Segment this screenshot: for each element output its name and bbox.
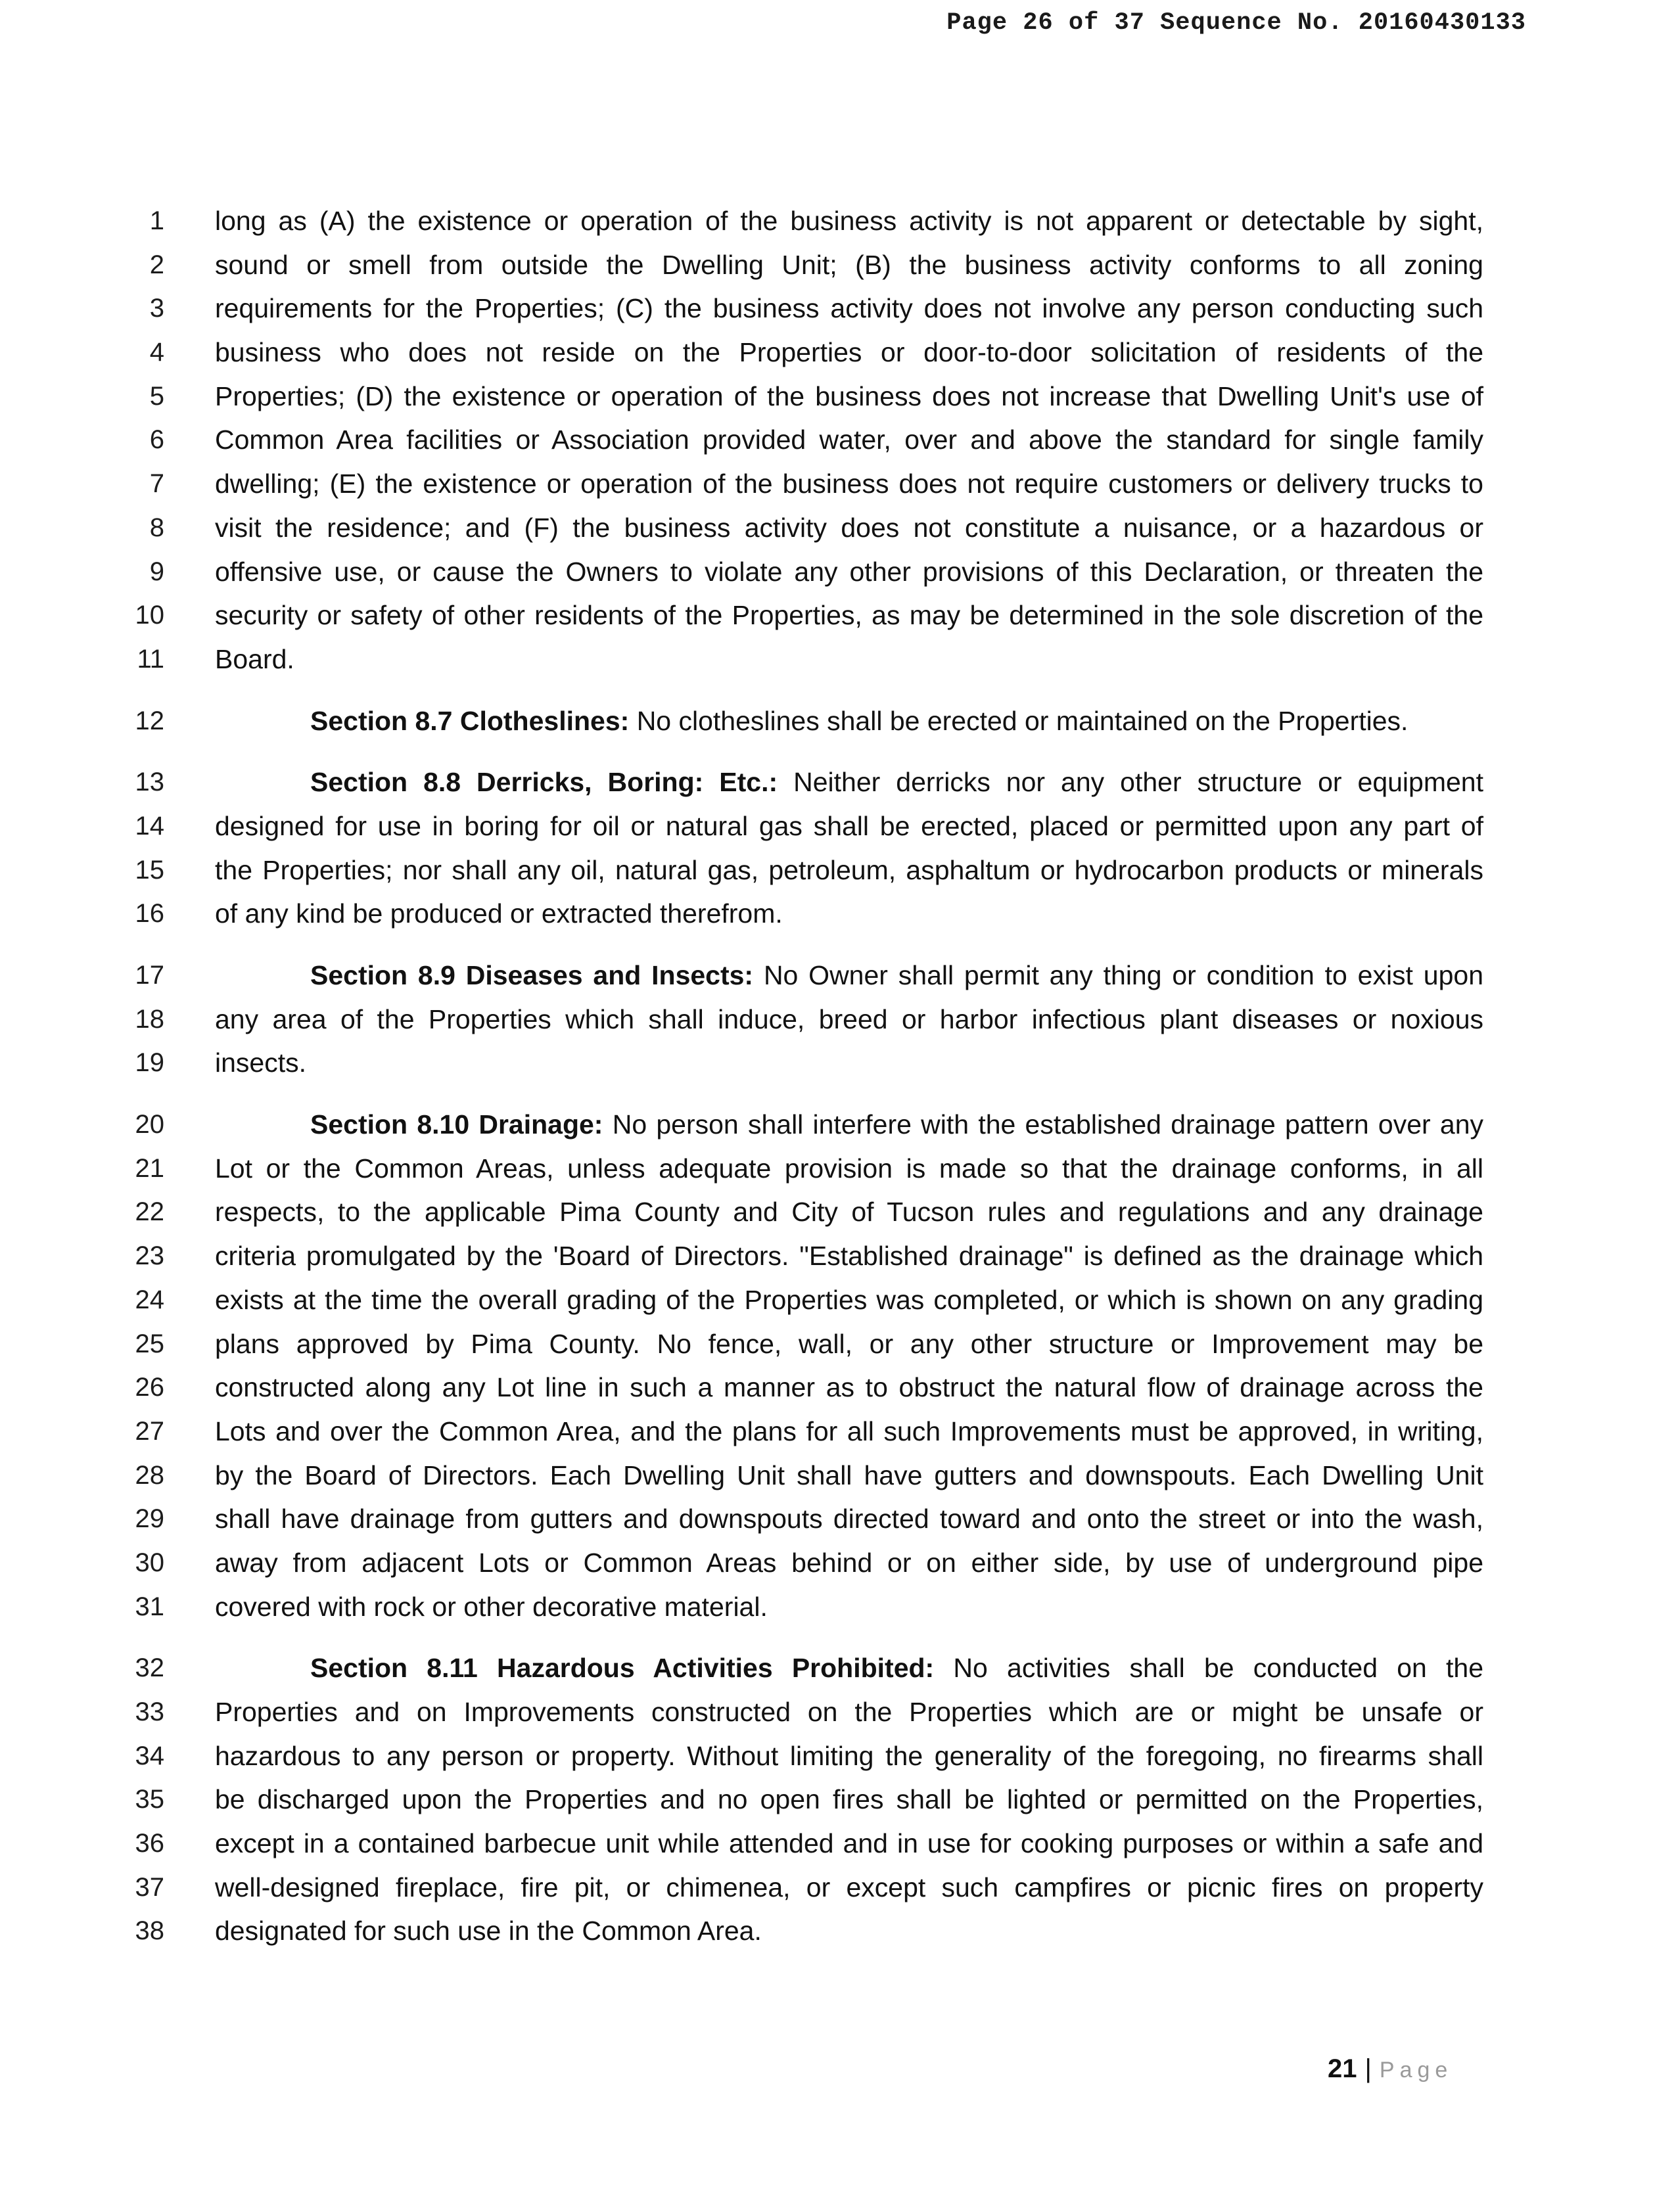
text-line [118,1284,1492,1328]
line-number: 7 [149,469,164,499]
line-text: sound or smell from outside the Dwelling Unit; (B) the business activity conforms to all zoning [215,249,1483,280]
text-line [118,1503,1492,1547]
line-text: designed for use in boring for oil or natural gas shall be erected, placed or permitted upon any part of [215,810,1483,841]
line-number: 34 [135,1741,164,1770]
text-line [118,1328,1492,1372]
text-line [118,705,1492,749]
line-number: 28 [135,1460,164,1490]
line-number: 36 [135,1829,164,1858]
line-text: Lot or the Common Areas, unless adequate provision is made so that the drainage conforms, in all [215,1153,1483,1184]
text-line [118,1591,1492,1635]
line-number: 22 [135,1197,164,1227]
line-number: 38 [135,1916,164,1946]
continuation-paragraph [118,205,1492,687]
text-line [118,1784,1492,1828]
line-text [215,705,1483,737]
line-number: 13 [135,768,164,797]
line-text: criteria promulgated by the 'Board of Directors. "Established drainage" is defined as the drainage which [215,1241,1483,1272]
line-number: 17 [135,961,164,990]
section-heading: Section 8.10 Drainage: [310,1109,603,1140]
text-line [118,336,1492,380]
line-number: 37 [135,1872,164,1902]
text-line [118,1240,1492,1284]
section-paragraph [118,766,1492,942]
line-number: 24 [135,1285,164,1314]
line-text: plans approved by Pima County. No fence, wall, or any other structure or Improvement may be [215,1328,1483,1359]
line-text: the Properties; nor shall any oil, natural gas, petroleum, asphaltum or hydrocarbon products or minerals [215,854,1483,885]
line-text: hazardous to any person or property. Without limiting the generality of the foregoing, no firearms shall [215,1740,1483,1771]
page-number: 21 [1328,2054,1357,2083]
section-body-text: No person shall interfere with the established drainage pattern over any [612,1109,1483,1140]
text-line [118,1872,1492,1916]
text-line [118,1915,1492,1959]
line-number: 33 [135,1697,164,1726]
line-number: 6 [149,425,164,455]
line-text: long as (A) the existence or operation of the business activity is not apparent or detectable by sight, [215,206,1483,236]
section-heading: Section 8.7 Clotheslines: [310,705,630,736]
line-number: 26 [135,1373,164,1402]
text-line [118,512,1492,556]
line-number: 27 [135,1416,164,1446]
line-number: 23 [135,1241,164,1271]
text-line [118,1740,1492,1784]
line-number: 19 [135,1048,164,1078]
text-line [118,898,1492,942]
line-text: Properties and on Improvements constructed on the Properties which are or might be unsafe or [215,1697,1483,1727]
sequence-header: Page 26 of 37 Sequence No. 20160430133 [946,9,1526,37]
line-text: insects. [215,1048,306,1078]
section-paragraph [118,1109,1492,1634]
footer-separator: | [1364,2054,1372,2083]
line-text: designated for such use in the Common Area. [215,1916,762,1947]
section-body-text: No clotheslines shall be erected or maintained on the Properties. [636,705,1408,736]
line-number: 9 [149,557,164,586]
page-label: Page [1379,2058,1453,2083]
line-text: respects, to the applicable Pima County and City of Tucson rules and regulations and any drainage [215,1197,1483,1228]
line-text: offensive use, or cause the Owners to violate any other provisions of this Declaration, or threaten the [215,556,1483,587]
line-number: 32 [135,1653,164,1683]
section-paragraph [118,1652,1492,1959]
line-text: visit the residence; and (F) the business activity does not constitute a nuisance, or a hazardous or [215,512,1483,543]
text-line [118,1696,1492,1740]
line-number: 1 [149,206,164,235]
line-text: Lots and over the Common Area, and the plans for all such Improvements must be approved, in writing, [215,1416,1483,1446]
line-text: dwelling; (E) the existence or operation of the business does not require customers or delivery trucks to [215,469,1483,499]
text-line [118,1109,1492,1153]
section-body-text: No Owner shall permit any thing or condition to exist upon [763,960,1483,990]
line-number: 10 [135,601,164,630]
line-number: 29 [135,1504,164,1534]
text-line [118,959,1492,1003]
line-text: constructed along any Lot line in such a manner as to obstruct the natural flow of drainage across the [215,1372,1483,1403]
line-text: well-designed fireplace, fire pit, or chimenea, or except such campfires or picnic fires on property [215,1872,1483,1902]
line-text [215,959,1483,991]
text-line [118,643,1492,687]
section-heading: Section 8.11 Hazardous Activities Prohibited: [310,1653,935,1684]
text-line [118,1371,1492,1416]
line-text [215,766,1483,798]
line-number: 25 [135,1329,164,1358]
text-line [118,1828,1492,1872]
line-number: 4 [149,338,164,367]
line-text: Properties; (D) the existence or operation of the business does not increase that Dwelling Unit's use of [215,380,1483,411]
text-line [118,1153,1492,1197]
line-text: away from adjacent Lots or Common Areas behind or on either side, by use of underground pipe [215,1547,1483,1578]
line-number: 5 [149,381,164,411]
section-heading: Section 8.9 Diseases and Insects: [310,960,754,990]
text-line [118,854,1492,898]
text-line [118,1460,1492,1504]
line-text: requirements for the Properties; (C) the business activity does not involve any person conducting such [215,293,1483,324]
line-text [215,1109,1483,1140]
line-number: 18 [135,1004,164,1034]
line-text: Common Area facilities or Association provided water, over and above the standard for single family [215,425,1483,455]
document-body [118,205,1492,1977]
line-number: 2 [149,250,164,279]
section-paragraph [118,959,1492,1091]
line-number: 3 [149,294,164,323]
text-line [118,292,1492,336]
line-text: shall have drainage from gutters and downspouts directed toward and onto the street or into the wash, [215,1504,1483,1534]
line-text: business who does not reside on the Properties or door-to-door solicitation of residents of the [215,337,1483,368]
text-line [118,468,1492,512]
line-text: covered with rock or other decorative material. [215,1591,768,1622]
text-line [118,766,1492,810]
line-number: 31 [135,1592,164,1621]
text-line [118,380,1492,425]
line-number: 20 [135,1110,164,1140]
line-number: 16 [135,899,164,929]
page-footer [1328,2054,1453,2084]
line-text: be discharged upon the Properties and no open fires shall be lighted or permitted on the Properties, [215,1784,1483,1815]
text-line [118,1547,1492,1591]
text-line [118,1196,1492,1240]
line-text: except in a contained barbecue unit while attended and in use for cooking purposes or within a safe and [215,1828,1483,1859]
text-line [118,1047,1492,1091]
line-number: 21 [135,1153,164,1183]
line-text: any area of the Properties which shall induce, breed or harbor infectious plant diseases or noxious [215,1003,1483,1034]
text-line [118,424,1492,468]
text-line [118,1003,1492,1048]
line-text: security or safety of other residents of the Properties, as may be determined in the sole discretion of the [215,600,1483,631]
line-number: 14 [135,811,164,841]
text-line [118,810,1492,854]
text-line [118,205,1492,249]
section-body-text: No activities shall be conducted on the [953,1653,1484,1684]
line-number: 15 [135,855,164,885]
text-line [118,556,1492,600]
line-text: of any kind be produced or extracted therefrom. [215,898,783,929]
section-paragraph [118,705,1492,749]
section-body-text: Neither derricks nor any other structure or equipment [793,767,1483,798]
line-text: Board. [215,643,294,674]
line-number: 35 [135,1785,164,1814]
text-line [118,1416,1492,1460]
text-line [118,249,1492,293]
line-text: exists at the time the overall grading of the Properties was completed, or which is shown on any grading [215,1284,1483,1315]
line-text [215,1652,1483,1684]
section-heading: Section 8.8 Derricks, Boring: Etc.: [310,767,778,798]
line-number: 30 [135,1548,164,1577]
line-number: 8 [149,513,164,542]
line-number: 11 [137,644,164,674]
text-line [118,599,1492,643]
line-text: by the Board of Directors. Each Dwelling Unit shall have gutters and downspouts. Each Dwelling Unit [215,1460,1483,1490]
text-line [118,1652,1492,1696]
line-number: 12 [135,706,164,735]
